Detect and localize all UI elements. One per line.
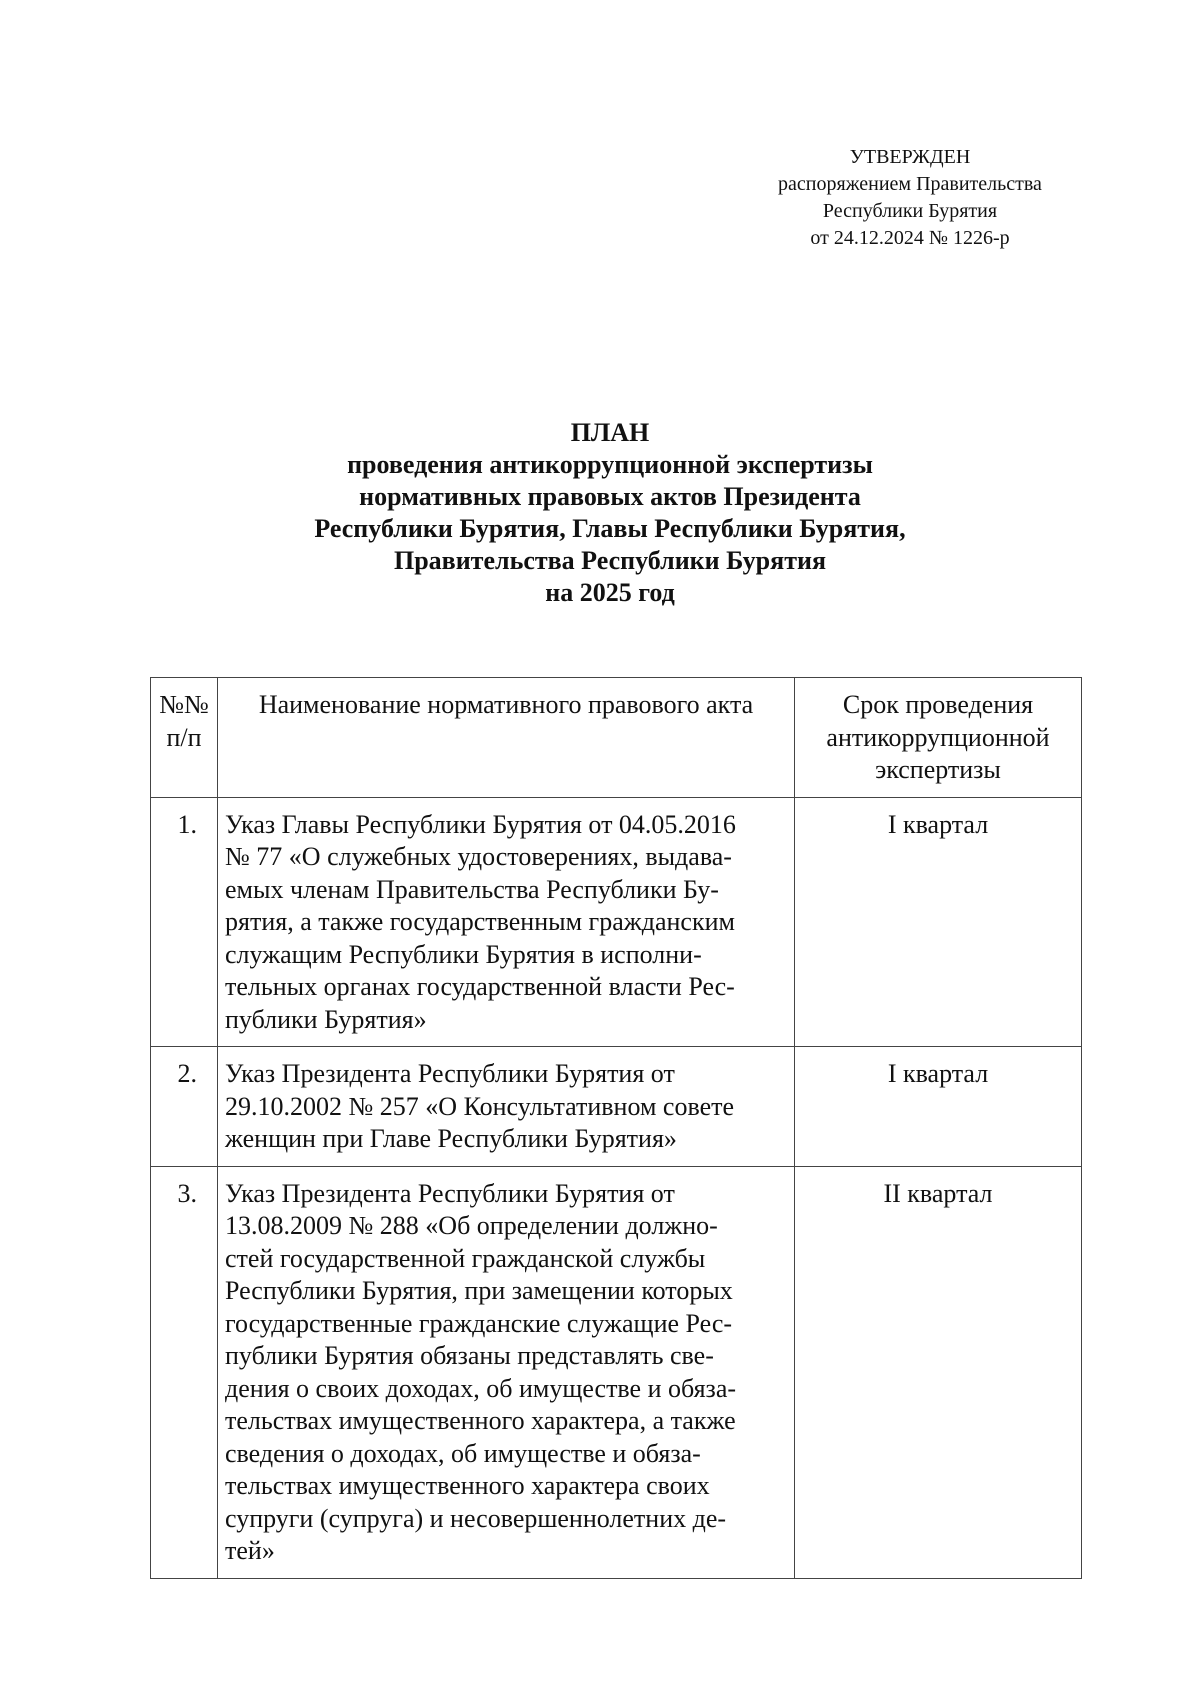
- act-name-line: тельных органах государственной власти Рес-: [225, 972, 735, 1001]
- title-line: проведения антикоррупционной экспертизы: [347, 450, 873, 479]
- header-act-name: [218, 678, 795, 798]
- act-name-line: супруги (супруга) и несовершеннолетних де-: [225, 1503, 727, 1533]
- row-act-name: [218, 1166, 795, 1578]
- row-term: II квартал: [795, 1166, 1082, 1578]
- table-header-row: [151, 678, 1082, 798]
- row-number: 3.: [151, 1166, 218, 1578]
- approval-order-line: распоряжением Правительства: [778, 173, 1042, 195]
- plan-table: [150, 677, 1082, 1579]
- row-act-name: [218, 1047, 795, 1167]
- approval-heading: УТВЕРЖДЕН: [849, 146, 971, 168]
- header-term: [795, 678, 1082, 798]
- header-number-line: п/п: [166, 722, 202, 752]
- row-term: I квартал: [795, 1047, 1082, 1167]
- act-name-line: рятия, а также государственным гражданским: [225, 907, 735, 936]
- act-name-line: государственные гражданские служащие Рес-: [225, 1308, 733, 1338]
- approval-republic-line: Республики Бурятия: [822, 200, 998, 222]
- act-name-line: Республики Бурятия, при замещении которых: [225, 1276, 733, 1305]
- act-name-line: тей»: [225, 1536, 275, 1565]
- act-name-line: служащим Республики Бурятия в исполни-: [225, 939, 702, 969]
- table-row: [151, 1047, 1082, 1167]
- act-name-line: Указ Президента Республики Бурятия от: [225, 1178, 675, 1208]
- act-name-line: тельствах имущественного характера, а также: [225, 1406, 736, 1435]
- header-term-line: антикоррупционной: [826, 722, 1050, 752]
- table-row: [151, 1166, 1082, 1578]
- act-name-line: 29.10.2002 № 257 «О Консультативном совете: [225, 1091, 735, 1121]
- header-term-line: Срок проведения: [842, 690, 1034, 719]
- title-line: нормативных правовых актов Президента: [359, 482, 861, 511]
- table-row: [151, 797, 1082, 1047]
- title-line: на 2025 год: [545, 578, 675, 607]
- row-act-name: [218, 797, 795, 1047]
- act-name-line: публики Бурятия»: [225, 1004, 427, 1034]
- act-name-line: тельствах имущественного характера своих: [225, 1471, 710, 1500]
- approval-stamp: [740, 144, 1080, 252]
- approval-date-number: от 24.12.2024 № 1226-р: [810, 227, 1010, 249]
- act-name-line: Указ Главы Республики Бурятия от 04.05.2016: [225, 809, 736, 839]
- act-name-line: публики Бурятия обязаны представлять све-: [225, 1341, 714, 1370]
- header-term-line: экспертизы: [875, 755, 1001, 784]
- act-name-line: сведения о доходах, об имуществе и обяза-: [225, 1438, 701, 1468]
- act-name-line: емых членам Правительства Республики Бу-: [225, 874, 719, 904]
- act-name-line: дения о своих доходах, об имуществе и обяза-: [225, 1373, 737, 1403]
- header-act-name-text: Наименование нормативного правового акта: [258, 690, 754, 719]
- title-line: Правительства Республики Бурятия: [393, 546, 827, 575]
- title-line: ПЛАН: [570, 418, 650, 447]
- row-number: 2.: [151, 1047, 218, 1167]
- act-name-line: женщин при Главе Республики Бурятия»: [225, 1124, 677, 1153]
- act-name-line: № 77 «О служебных удостоверениях, выдава-: [225, 842, 732, 871]
- document-title: [150, 417, 1070, 609]
- header-number-line: №№: [159, 690, 209, 719]
- row-number: 1.: [151, 797, 218, 1047]
- header-number: [151, 678, 218, 798]
- row-term: I квартал: [795, 797, 1082, 1047]
- act-name-line: 13.08.2009 № 288 «Об определении должно-: [225, 1211, 718, 1240]
- act-name-line: стей государственной гражданской службы: [225, 1243, 706, 1273]
- title-line: Республики Бурятия, Главы Республики Бурятия,: [314, 514, 906, 543]
- act-name-line: Указ Президента Республики Бурятия от: [225, 1059, 675, 1088]
